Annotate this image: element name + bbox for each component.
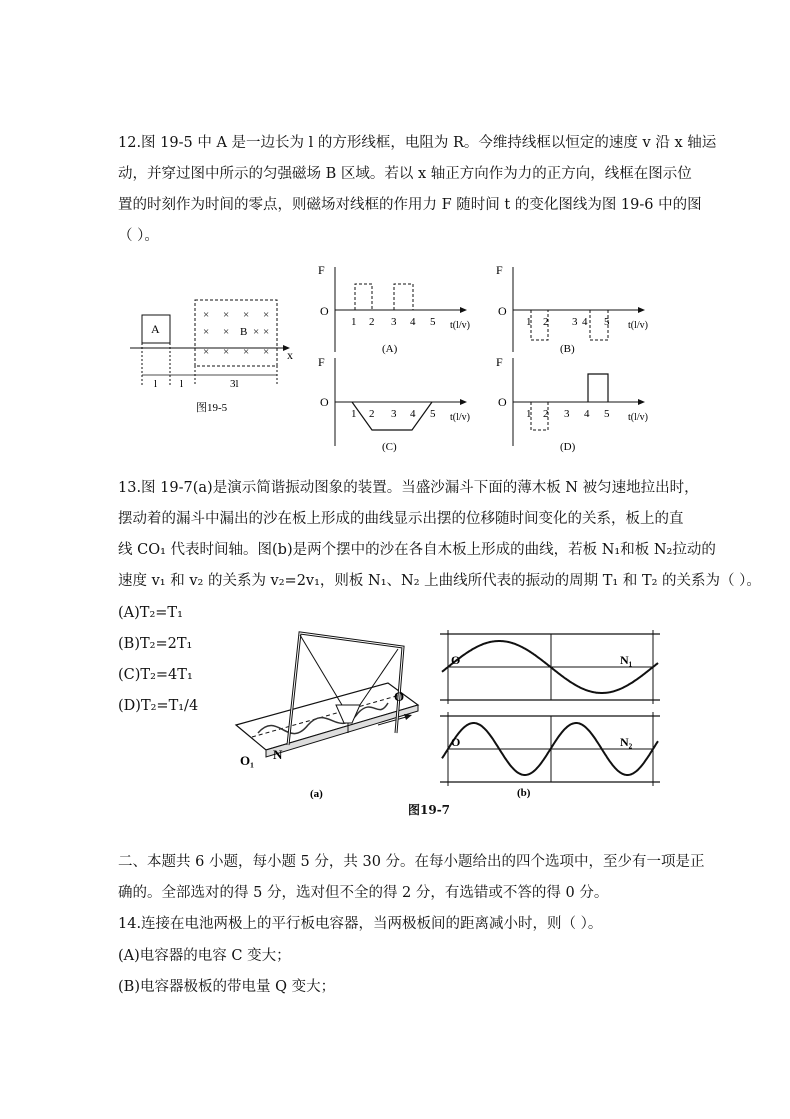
q12-line-1: 12.图 19-5 中 A 是一边长为 l 的方形线框，电阻为 R。今维持线框以恒定的速度 v 沿 x 轴运 <box>118 135 717 151</box>
svg-text:2: 2 <box>543 316 549 328</box>
option-C-label: (C) <box>382 441 397 453</box>
svg-text:×: × <box>253 326 260 338</box>
svg-text:×: × <box>263 346 270 358</box>
section-2-line-2: 确的。全部选对的得 5 分，选对但不全的得 2 分，有选错或不答的得 0 分。 <box>118 885 609 901</box>
q14-choice-A: (A)电容器的电容 C 变大； <box>118 948 291 964</box>
field-crosses <box>203 309 269 358</box>
svg-text:4: 4 <box>582 316 588 328</box>
svg-text:×: × <box>243 346 250 358</box>
figure-19-7a-apparatus <box>228 625 433 805</box>
svg-text:×: × <box>243 309 250 321</box>
svg-text:F: F <box>318 263 325 277</box>
svg-text:1: 1 <box>351 316 357 328</box>
svg-text:3: 3 <box>391 408 397 420</box>
svg-text:×: × <box>223 326 230 338</box>
svg-text:O: O <box>320 304 329 318</box>
svg-text:×: × <box>203 346 210 358</box>
dim-3: 3l <box>230 378 239 390</box>
x-axis-label: x <box>287 348 293 362</box>
option-A-label: (A) <box>382 343 398 355</box>
svg-text:3: 3 <box>564 408 570 420</box>
svg-text:×: × <box>223 309 230 321</box>
svg-text:F: F <box>496 355 503 369</box>
figure-19-7-caption: 图19-7 <box>408 803 451 817</box>
q12-line-2: 动，并穿过图中所示的匀强磁场 B 区域。若以 x 轴正方向作为力的正方向，线框在图示位 <box>118 166 692 182</box>
graph-D <box>496 355 648 453</box>
panel-N1 <box>440 630 660 704</box>
svg-text:2: 2 <box>369 316 375 328</box>
svg-text:×: × <box>263 326 270 338</box>
svg-text:2: 2 <box>369 408 375 420</box>
sub-caption-a: (a) <box>310 788 323 800</box>
field-label: B <box>240 326 248 338</box>
origin-N2: O <box>451 735 461 749</box>
sub-caption-b: (b) <box>517 787 531 799</box>
label-O: O <box>394 689 405 704</box>
dim-2: l <box>180 378 184 390</box>
q13-choice-A: (A)T₂=T₁ <box>118 605 183 621</box>
curve-label-N2: N₂ <box>620 735 633 749</box>
graph-B <box>496 263 648 355</box>
svg-text:5: 5 <box>604 408 610 420</box>
panel-N2 <box>440 712 660 786</box>
q13-choice-D: (D)T₂=T₁/4 <box>118 698 199 714</box>
q13-line-3: 线 CO₁ 代表时间轴。图(b)是两个摆中的沙在各自木板上形成的曲线，若板 N₁和板 N₂拉动的 <box>118 542 716 558</box>
option-B-label: (B) <box>560 343 575 355</box>
svg-text:×: × <box>203 309 210 321</box>
svg-text:t(l/v): t(l/v) <box>450 320 470 331</box>
curve-label-N1: N₁ <box>620 653 633 667</box>
svg-text:F: F <box>496 263 503 277</box>
svg-text:5: 5 <box>604 316 610 328</box>
figure-19-6-graphs <box>310 262 670 454</box>
figure-19-5 <box>130 295 300 425</box>
q14-stem: 14.连接在电池两极上的平行板电容器，当两极板间的距离减小时，则（ ）。 <box>118 916 603 932</box>
q12-line-3: 置的时刻作为时间的零点，则磁场对线框的作用力 F 随时间 t 的变化图线为图 19-6 中的图 <box>118 197 702 213</box>
svg-text:O: O <box>498 395 507 409</box>
svg-text:t(l/v): t(l/v) <box>628 412 648 423</box>
q12-line-4: （ ）。 <box>118 228 159 244</box>
svg-text:4: 4 <box>410 316 416 328</box>
figure-19-7b-curves <box>440 630 665 820</box>
q13-line-2: 摆动着的漏斗中漏出的沙在板上形成的曲线显示出摆的位移随时间变化的关系，板上的直 <box>118 511 684 527</box>
frame-label: A <box>151 322 160 336</box>
q13-line-1: 13.图 19-7(a)是演示简谐振动图象的装置。当盛沙漏斗下面的薄木板 N 被匀速地拉出时， <box>118 480 699 496</box>
svg-text:5: 5 <box>430 316 436 328</box>
svg-text:×: × <box>263 309 270 321</box>
svg-text:×: × <box>223 346 230 358</box>
svg-text:O: O <box>320 395 329 409</box>
label-N: N <box>273 747 283 762</box>
q13-line-4: 速度 v₁ 和 v₂ 的关系为 v₂=2v₁，则板 N₁、N₂ 上曲线所代表的振动的周期 T₁ 和 T₂ 的关系为（ ）。 <box>118 573 761 589</box>
origin-N1: O <box>451 653 461 667</box>
svg-text:t(l/v): t(l/v) <box>450 412 470 423</box>
svg-text:O: O <box>498 304 507 318</box>
svg-text:5: 5 <box>430 408 436 420</box>
svg-text:1: 1 <box>351 408 357 420</box>
q13-choice-B: (B)T₂=2T₁ <box>118 636 193 652</box>
svg-text:t(l/v): t(l/v) <box>628 320 648 331</box>
section-2-line-1: 二、本题共 6 小题，每小题 5 分，共 30 分。在每小题给出的四个选项中，至少有一项是正 <box>118 854 705 870</box>
option-D-label: (D) <box>560 441 576 453</box>
svg-text:1: 1 <box>526 316 532 328</box>
svg-text:1: 1 <box>526 408 532 420</box>
svg-text:4: 4 <box>410 408 416 420</box>
dim-1: l <box>154 378 158 390</box>
svg-text:F: F <box>318 355 325 369</box>
svg-text:4: 4 <box>584 408 590 420</box>
svg-text:3: 3 <box>572 316 578 328</box>
graph-A <box>318 263 470 355</box>
label-O1: O₁ <box>240 753 255 768</box>
svg-text:2: 2 <box>543 408 549 420</box>
figure-19-5-caption: 图19-5 <box>196 402 228 414</box>
q14-choice-B: (B)电容器极板的带电量 Q 变大； <box>118 979 336 995</box>
graph-C <box>318 355 470 453</box>
svg-text:3: 3 <box>391 316 397 328</box>
q13-choice-C: (C)T₂=4T₁ <box>118 667 193 683</box>
svg-text:×: × <box>203 326 210 338</box>
